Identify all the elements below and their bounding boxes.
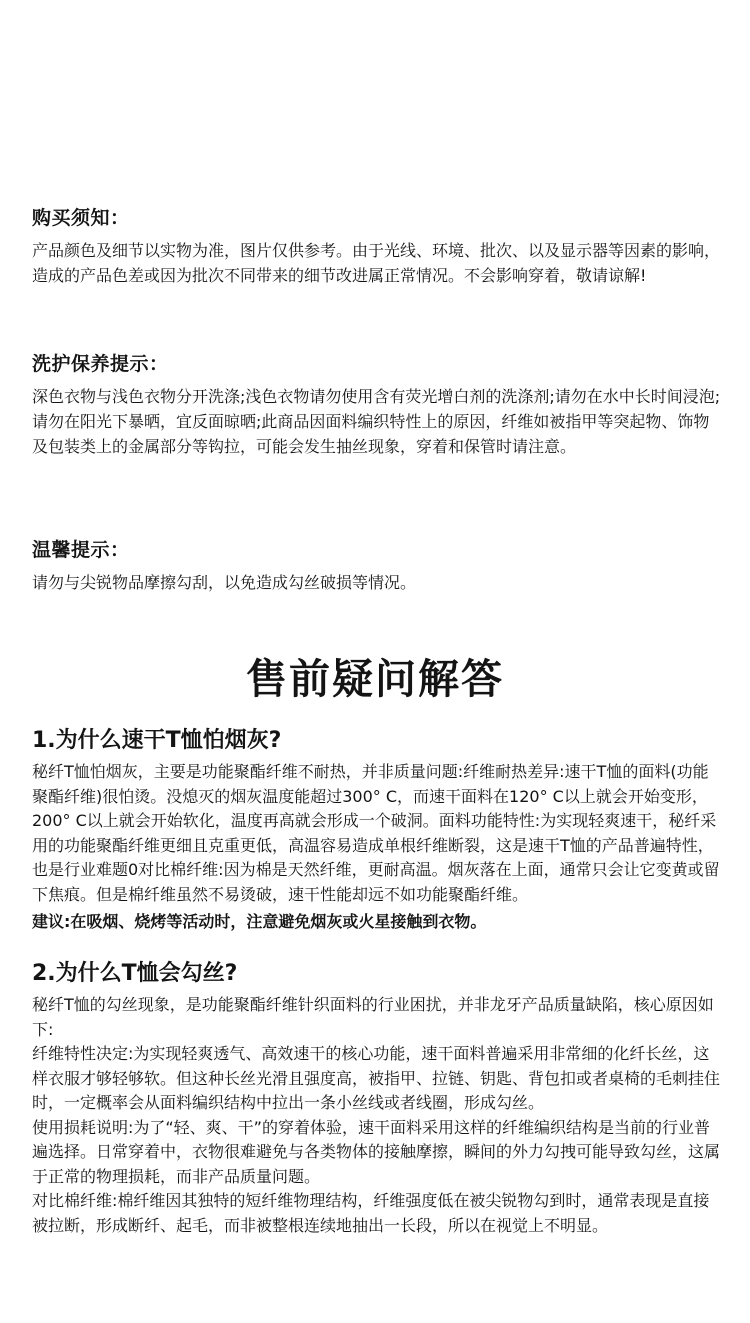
purchase-notice-section	[32, 203, 722, 288]
warm-tips-body: 请勿与尖锐物品摩擦勾刮，以免造成勾丝破损等情况。	[32, 573, 417, 592]
faq-q2-paragraph-usage: 使用损耗说明:为了“轻、爽、干”的穿着体验，速干面料采用这样的纤维编织结构是当前的行业普遍选择。日常穿着中，衣物很难避免与各类物体的接触摩擦，瞬间的外力勾拽可能导致勾丝，这属于正常的物理损耗，而非产品质量问题。	[32, 1117, 721, 1186]
faq-main-title: 售前疑问解答	[246, 655, 504, 703]
faq-q2-title: 2.为什么T恤会勾丝?	[32, 961, 238, 986]
care-tips-body: 深色衣物与浅色衣物分开洗涤;浅色衣物请勿使用含有荧光增白剂的洗涤剂;请勿在水中长时间浸泡;请勿在阳光下暴晒，宜反面晾晒;此商品因面料编织特性上的原因，纤维如被指甲等突起物、饰物及包装类上的金属部分等钩拉，可能会发生抽丝现象，穿着和保管时请注意。	[32, 387, 721, 456]
faq-q2-section	[32, 956, 722, 1238]
faq-q2-intro: 秘纤T恤的勾丝现象，是功能聚酯纤维针织面料的行业困扰，并非龙牙产品质量缺陷，核心原因如下:	[32, 995, 714, 1039]
faq-q2-paragraph-fiber: 纤维特性决定:为实现轻爽透气、高效速干的核心功能，速干面料普遍采用非常细的化纤长丝，这样衣服才够轻够软。但这种长丝光滑且强度高，被指甲、拉链、钥匙、背包扣或者桌椅的毛刺挂住时，一定概率会从面料编织结构中拉出一条小丝线或者线圈，形成勾丝。	[32, 1044, 721, 1112]
care-tips-title: 洗护保养提示：	[32, 353, 169, 375]
faq-q1-advice: 建议:在吸烟、烧烤等活动时，注意避免烟灰或火星接触到衣物。	[32, 912, 487, 931]
purchase-notice-title: 购买须知：	[32, 207, 130, 229]
faq-q2-paragraph-cotton: 对比棉纤维:棉纤维因其独特的短纤维物理结构，纤维强度低在被尖锐物勾到时，通常表现是直接被拉断，形成断纤、起毛，而非被整根连续地抽出一长段，所以在视觉上不明显。	[32, 1191, 710, 1235]
care-tips-section	[32, 349, 722, 459]
faq-q1-body: 秘纤T恤怕烟灰，主要是功能聚酯纤维不耐热，并非质量问题:纤维耐热差异:速干T恤的面料(功能聚酯纤维)很怕烫。没熄灭的烟灰温度能超过300° C，而速干面料在120° C以上就会开始变形，200° C以上就会开始软化，温度再高就会形成一个破洞。面料功能特性:为实现轻爽速干，秘纤采用的功能聚酯纤维更细且克重更低，高温容易造成单根纤维断裂，这是速干T恤的产品普遍特性，也是行业难题0对比棉纤维:因为棉是天然纤维，更耐高温。烟灰落在上面，通常只会让它变黄或留下焦痕。但是棉纤维虽然不易烫破，速干性能却远不如功能聚酯纤维。	[32, 762, 720, 904]
warm-tips-section	[32, 535, 722, 595]
purchase-notice-body: 产品颜色及细节以实物为准，图片仅供参考。由于光线、环境、批次、以及显示器等因素的影响，造成的产品色差或因为批次不同带来的细节改进属正常情况。不会影响穿着，敬请谅解!	[32, 241, 721, 285]
faq-q1-title: 1.为什么速干T恤怕烟灰?	[32, 728, 282, 753]
faq-q1-section	[32, 723, 722, 935]
warm-tips-title: 温馨提示：	[32, 539, 130, 561]
